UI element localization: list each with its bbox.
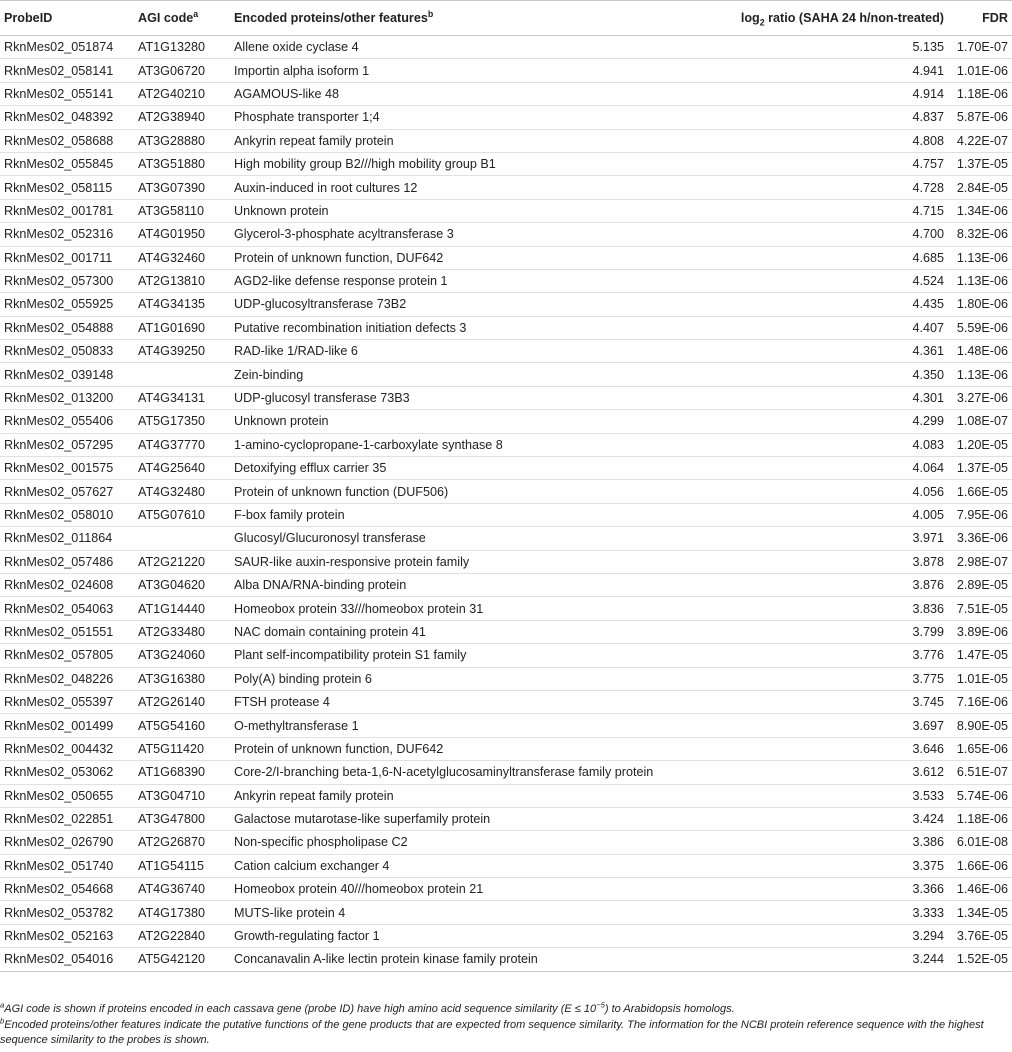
cell-fdr: 5.87E-06	[948, 106, 1012, 129]
cell-log2-ratio: 5.135	[698, 36, 948, 59]
cell-fdr: 1.01E-06	[948, 59, 1012, 82]
cell-encoded-protein: FTSH protease 4	[230, 690, 698, 713]
cell-probe-id: RknMes02_053782	[0, 901, 134, 924]
cell-probe-id: RknMes02_052316	[0, 223, 134, 246]
table-row	[0, 152, 1012, 175]
header-fdr: FDR	[948, 1, 1012, 36]
cell-encoded-protein: Cation calcium exchanger 4	[230, 854, 698, 877]
cell-probe-id: RknMes02_026790	[0, 831, 134, 854]
cell-encoded-protein: MUTS-like protein 4	[230, 901, 698, 924]
cell-agi-code: AT2G33480	[134, 620, 230, 643]
table-row	[0, 901, 1012, 924]
cell-probe-id: RknMes02_054063	[0, 597, 134, 620]
header-agi-code: AGI code$^a$	[134, 1, 230, 36]
cell-fdr: 5.74E-06	[948, 784, 1012, 807]
cell-encoded-protein: SAUR-like auxin-responsive protein family	[230, 550, 698, 573]
cell-log2-ratio: 4.435	[698, 293, 948, 316]
cell-probe-id: RknMes02_001781	[0, 199, 134, 222]
table-row	[0, 129, 1012, 152]
cell-encoded-protein: RAD-like 1/RAD-like 6	[230, 340, 698, 363]
cell-agi-code: AT4G37770	[134, 433, 230, 456]
cell-log2-ratio: 3.836	[698, 597, 948, 620]
cell-log2-ratio: 3.878	[698, 550, 948, 573]
cell-fdr: 3.36E-06	[948, 527, 1012, 550]
table-row	[0, 924, 1012, 947]
cell-encoded-protein: Putative recombination initiation defects 3	[230, 316, 698, 339]
cell-agi-code: AT4G32480	[134, 480, 230, 503]
table-row	[0, 737, 1012, 760]
cell-probe-id: RknMes02_054668	[0, 878, 134, 901]
cell-probe-id: RknMes02_024608	[0, 573, 134, 596]
table-row	[0, 667, 1012, 690]
cell-probe-id: RknMes02_053062	[0, 761, 134, 784]
cell-log2-ratio: 4.524	[698, 269, 948, 292]
cell-agi-code: AT2G26870	[134, 831, 230, 854]
cell-fdr: 6.01E-08	[948, 831, 1012, 854]
cell-agi-code: AT3G47800	[134, 807, 230, 830]
cell-fdr: 3.89E-06	[948, 620, 1012, 643]
cell-probe-id: RknMes02_001575	[0, 457, 134, 480]
cell-encoded-protein: Unknown protein	[230, 410, 698, 433]
cell-agi-code: AT5G07610	[134, 503, 230, 526]
footnote-b: $^b$Encoded proteins/other features indicate the putative functions of the gene products that are expected from sequence similarity. The information for the NCBI protein reference sequence with the highest sequence similarity to the probes is shown.	[0, 1016, 984, 1046]
cell-encoded-protein: Auxin-induced in root cultures 12	[230, 176, 698, 199]
table-row	[0, 269, 1012, 292]
table-row	[0, 59, 1012, 82]
cell-probe-id: RknMes02_055406	[0, 410, 134, 433]
cell-fdr: 8.32E-06	[948, 223, 1012, 246]
cell-fdr: 1.66E-06	[948, 854, 1012, 877]
cell-fdr: 4.22E-07	[948, 129, 1012, 152]
cell-log2-ratio: 3.646	[698, 737, 948, 760]
cell-encoded-protein: Protein of unknown function (DUF506)	[230, 480, 698, 503]
cell-fdr: 1.34E-05	[948, 901, 1012, 924]
cell-encoded-protein: AGAMOUS-like 48	[230, 82, 698, 105]
cell-log2-ratio: 3.971	[698, 527, 948, 550]
cell-log2-ratio: 3.876	[698, 573, 948, 596]
cell-agi-code	[134, 363, 230, 386]
cell-probe-id: RknMes02_013200	[0, 386, 134, 409]
cell-log2-ratio: 4.941	[698, 59, 948, 82]
cell-agi-code: AT4G17380	[134, 901, 230, 924]
cell-fdr: 5.59E-06	[948, 316, 1012, 339]
cell-log2-ratio: 4.350	[698, 363, 948, 386]
cell-probe-id: RknMes02_051874	[0, 36, 134, 59]
cell-probe-id: RknMes02_057486	[0, 550, 134, 573]
footnote-marker-a: a	[193, 8, 199, 19]
cell-encoded-protein: High mobility group B2///high mobility group B1	[230, 152, 698, 175]
cell-encoded-protein: Galactose mutarotase-like superfamily protein	[230, 807, 698, 830]
table-row	[0, 644, 1012, 667]
cell-fdr: 2.98E-07	[948, 550, 1012, 573]
footnote-marker-b: b	[427, 8, 434, 19]
table-row	[0, 573, 1012, 596]
cell-agi-code: AT3G28880	[134, 129, 230, 152]
cell-log2-ratio: 4.056	[698, 480, 948, 503]
cell-agi-code: AT2G21220	[134, 550, 230, 573]
cell-agi-code: AT4G32460	[134, 246, 230, 269]
cell-agi-code: AT3G51880	[134, 152, 230, 175]
cell-agi-code: AT4G34135	[134, 293, 230, 316]
table-row	[0, 457, 1012, 480]
cell-fdr: 7.51E-05	[948, 597, 1012, 620]
cell-log2-ratio: 3.745	[698, 690, 948, 713]
header-row	[0, 1, 1012, 36]
header-encoded-proteins: Encoded proteins/other features$^b$	[230, 1, 698, 36]
table-row	[0, 807, 1012, 830]
cell-fdr: 1.01E-05	[948, 667, 1012, 690]
table-row	[0, 761, 1012, 784]
cell-encoded-protein: UDP-glucosyl transferase 73B3	[230, 386, 698, 409]
table-row	[0, 784, 1012, 807]
cell-encoded-protein: Concanavalin A-like lectin protein kinase family protein	[230, 948, 698, 971]
cell-encoded-protein: Alba DNA/RNA-binding protein	[230, 573, 698, 596]
cell-fdr: 1.13E-06	[948, 363, 1012, 386]
cell-agi-code: AT3G04620	[134, 573, 230, 596]
cell-agi-code: AT4G01950	[134, 223, 230, 246]
cell-probe-id: RknMes02_058141	[0, 59, 134, 82]
cell-agi-code: AT1G54115	[134, 854, 230, 877]
cell-probe-id: RknMes02_058010	[0, 503, 134, 526]
cell-fdr: 1.48E-06	[948, 340, 1012, 363]
cell-log2-ratio: 4.083	[698, 433, 948, 456]
cell-probe-id: RknMes02_048226	[0, 667, 134, 690]
footnote-a: $^a$AGI code is shown if proteins encoded in each cassava gene (probe ID) have high amino acid sequence similarity $(E \le 10^{-5})$ to Arabidopsis homologs.	[0, 1000, 735, 1015]
cell-encoded-protein: Plant self-incompatibility protein S1 family	[230, 644, 698, 667]
cell-log2-ratio: 4.808	[698, 129, 948, 152]
cell-log2-ratio: 4.914	[698, 82, 948, 105]
cell-encoded-protein: Glycerol-3-phosphate acyltransferase 3	[230, 223, 698, 246]
cell-encoded-protein: Homeobox protein 40///homeobox protein 21	[230, 878, 698, 901]
cell-fdr: 7.16E-06	[948, 690, 1012, 713]
cell-fdr: 1.37E-05	[948, 457, 1012, 480]
cell-fdr: 1.13E-06	[948, 269, 1012, 292]
cell-probe-id: RknMes02_051551	[0, 620, 134, 643]
table-row	[0, 176, 1012, 199]
cell-probe-id: RknMes02_058688	[0, 129, 134, 152]
cell-agi-code: AT5G42120	[134, 948, 230, 971]
table-row	[0, 410, 1012, 433]
cell-fdr: 3.27E-06	[948, 386, 1012, 409]
cell-probe-id: RknMes02_052163	[0, 924, 134, 947]
cell-fdr: 1.46E-06	[948, 878, 1012, 901]
cell-probe-id: RknMes02_004432	[0, 737, 134, 760]
cell-probe-id: RknMes02_050655	[0, 784, 134, 807]
table-row	[0, 854, 1012, 877]
cell-fdr: 1.08E-07	[948, 410, 1012, 433]
table-row	[0, 82, 1012, 105]
cell-probe-id: RknMes02_054888	[0, 316, 134, 339]
cell-encoded-protein: Glucosyl/Glucuronosyl transferase	[230, 527, 698, 550]
cell-probe-id: RknMes02_011864	[0, 527, 134, 550]
cell-log2-ratio: 3.424	[698, 807, 948, 830]
cell-agi-code: AT3G04710	[134, 784, 230, 807]
cell-encoded-protein: Growth-regulating factor 1	[230, 924, 698, 947]
table-body	[0, 36, 1012, 972]
table-row	[0, 36, 1012, 59]
cell-agi-code: AT3G06720	[134, 59, 230, 82]
cell-encoded-protein: Zein-binding	[230, 363, 698, 386]
table-row	[0, 363, 1012, 386]
table-row	[0, 550, 1012, 573]
cell-fdr: 1.65E-06	[948, 737, 1012, 760]
cell-probe-id: RknMes02_057295	[0, 433, 134, 456]
cell-log2-ratio: 4.301	[698, 386, 948, 409]
cell-probe-id: RknMes02_050833	[0, 340, 134, 363]
cell-log2-ratio: 4.064	[698, 457, 948, 480]
table-row	[0, 597, 1012, 620]
header-probe-id: ProbeID	[0, 1, 134, 36]
cell-agi-code: AT3G07390	[134, 176, 230, 199]
cell-fdr: 1.34E-06	[948, 199, 1012, 222]
cell-probe-id: RknMes02_051740	[0, 854, 134, 877]
cell-log2-ratio: 3.612	[698, 761, 948, 784]
cell-agi-code: AT3G16380	[134, 667, 230, 690]
cell-log2-ratio: 4.005	[698, 503, 948, 526]
table-row	[0, 293, 1012, 316]
table-row	[0, 878, 1012, 901]
cell-fdr: 1.37E-05	[948, 152, 1012, 175]
table-row	[0, 831, 1012, 854]
cell-encoded-protein: Ankyrin repeat family protein	[230, 129, 698, 152]
cell-log2-ratio: 3.697	[698, 714, 948, 737]
cell-log2-ratio: 3.294	[698, 924, 948, 947]
cell-fdr: 1.80E-06	[948, 293, 1012, 316]
cell-probe-id: RknMes02_055845	[0, 152, 134, 175]
table-row	[0, 199, 1012, 222]
cell-probe-id: RknMes02_001499	[0, 714, 134, 737]
table-row	[0, 690, 1012, 713]
cell-probe-id: RknMes02_058115	[0, 176, 134, 199]
cell-fdr: 1.13E-06	[948, 246, 1012, 269]
cell-log2-ratio: 4.407	[698, 316, 948, 339]
cell-log2-ratio: 4.361	[698, 340, 948, 363]
cell-agi-code: AT2G40210	[134, 82, 230, 105]
cell-log2-ratio: 3.799	[698, 620, 948, 643]
cell-fdr: 8.90E-05	[948, 714, 1012, 737]
cell-agi-code: AT4G34131	[134, 386, 230, 409]
cell-fdr: 2.89E-05	[948, 573, 1012, 596]
footnotes	[0, 1002, 1012, 1049]
cell-agi-code: AT1G01690	[134, 316, 230, 339]
cell-log2-ratio: 4.728	[698, 176, 948, 199]
cell-log2-ratio: 4.757	[698, 152, 948, 175]
cell-log2-ratio: 3.386	[698, 831, 948, 854]
cell-fdr: 1.70E-07	[948, 36, 1012, 59]
table-row	[0, 433, 1012, 456]
table-header	[0, 1, 1012, 36]
cell-agi-code: AT2G38940	[134, 106, 230, 129]
cell-agi-code: AT5G17350	[134, 410, 230, 433]
cell-agi-code: AT5G11420	[134, 737, 230, 760]
table-row	[0, 503, 1012, 526]
cell-encoded-protein: UDP-glucosyltransferase 73B2	[230, 293, 698, 316]
cell-log2-ratio: 4.299	[698, 410, 948, 433]
cell-log2-ratio: 4.685	[698, 246, 948, 269]
cell-log2-ratio: 3.366	[698, 878, 948, 901]
cell-probe-id: RknMes02_039148	[0, 363, 134, 386]
table-row	[0, 714, 1012, 737]
cell-probe-id: RknMes02_055141	[0, 82, 134, 105]
cell-probe-id: RknMes02_022851	[0, 807, 134, 830]
cell-fdr: 3.76E-05	[948, 924, 1012, 947]
table-row	[0, 948, 1012, 971]
header-log2-ratio: $\log_2$ ratio (SAHA 24 h/non-treated)	[698, 1, 948, 36]
cell-encoded-protein: Phosphate transporter 1;4	[230, 106, 698, 129]
cell-probe-id: RknMes02_055397	[0, 690, 134, 713]
cell-encoded-protein: O-methyltransferase 1	[230, 714, 698, 737]
cell-encoded-protein: Protein of unknown function, DUF642	[230, 246, 698, 269]
table-row	[0, 620, 1012, 643]
table-row	[0, 246, 1012, 269]
cell-agi-code: AT2G26140	[134, 690, 230, 713]
table-row	[0, 106, 1012, 129]
cell-agi-code: AT1G13280	[134, 36, 230, 59]
cell-agi-code: AT4G25640	[134, 457, 230, 480]
cell-encoded-protein: Ankyrin repeat family protein	[230, 784, 698, 807]
cell-probe-id: RknMes02_057627	[0, 480, 134, 503]
cell-encoded-protein: Allene oxide cyclase 4	[230, 36, 698, 59]
cell-fdr: 1.66E-05	[948, 480, 1012, 503]
cell-fdr: 1.52E-05	[948, 948, 1012, 971]
cell-encoded-protein: AGD2-like defense response protein 1	[230, 269, 698, 292]
cell-fdr: 6.51E-07	[948, 761, 1012, 784]
cell-agi-code: AT1G68390	[134, 761, 230, 784]
cell-agi-code: AT4G39250	[134, 340, 230, 363]
cell-encoded-protein: Homeobox protein 33///homeobox protein 31	[230, 597, 698, 620]
cell-encoded-protein: Importin alpha isoform 1	[230, 59, 698, 82]
cell-encoded-protein: Core-2/I-branching beta-1,6-N-acetylglucosaminyltransferase family protein	[230, 761, 698, 784]
cell-probe-id: RknMes02_057805	[0, 644, 134, 667]
cell-probe-id: RknMes02_001711	[0, 246, 134, 269]
cell-fdr: 1.47E-05	[948, 644, 1012, 667]
cell-log2-ratio: 4.837	[698, 106, 948, 129]
cell-log2-ratio: 3.776	[698, 644, 948, 667]
table-row	[0, 527, 1012, 550]
cell-agi-code: AT3G58110	[134, 199, 230, 222]
cell-agi-code: AT2G22840	[134, 924, 230, 947]
cell-fdr: 1.18E-06	[948, 82, 1012, 105]
cell-log2-ratio: 4.700	[698, 223, 948, 246]
cell-fdr: 1.18E-06	[948, 807, 1012, 830]
table-row	[0, 340, 1012, 363]
cell-log2-ratio: 4.715	[698, 199, 948, 222]
cell-agi-code: AT2G13810	[134, 269, 230, 292]
cell-log2-ratio: 3.244	[698, 948, 948, 971]
table-row	[0, 386, 1012, 409]
cell-fdr: 1.20E-05	[948, 433, 1012, 456]
cell-encoded-protein: Unknown protein	[230, 199, 698, 222]
cell-encoded-protein: Protein of unknown function, DUF642	[230, 737, 698, 760]
cell-agi-code	[134, 527, 230, 550]
table-row	[0, 316, 1012, 339]
cell-encoded-protein: Detoxifying efflux carrier 35	[230, 457, 698, 480]
cell-fdr: 2.84E-05	[948, 176, 1012, 199]
cell-agi-code: AT4G36740	[134, 878, 230, 901]
cell-probe-id: RknMes02_057300	[0, 269, 134, 292]
cell-agi-code: AT1G14440	[134, 597, 230, 620]
cell-log2-ratio: 3.375	[698, 854, 948, 877]
table-row	[0, 480, 1012, 503]
cell-encoded-protein: NAC domain containing protein 41	[230, 620, 698, 643]
cell-log2-ratio: 3.775	[698, 667, 948, 690]
cell-encoded-protein: 1-amino-cyclopropane-1-carboxylate synthase 8	[230, 433, 698, 456]
cell-agi-code: AT3G24060	[134, 644, 230, 667]
cell-log2-ratio: 3.533	[698, 784, 948, 807]
cell-probe-id: RknMes02_054016	[0, 948, 134, 971]
cell-agi-code: AT5G54160	[134, 714, 230, 737]
cell-fdr: 7.95E-06	[948, 503, 1012, 526]
cell-probe-id: RknMes02_055925	[0, 293, 134, 316]
cell-probe-id: RknMes02_048392	[0, 106, 134, 129]
cell-encoded-protein: F-box family protein	[230, 503, 698, 526]
cell-encoded-protein: Poly(A) binding protein 6	[230, 667, 698, 690]
table-row	[0, 223, 1012, 246]
cell-log2-ratio: 3.333	[698, 901, 948, 924]
cell-encoded-protein: Non-specific phospholipase C2	[230, 831, 698, 854]
